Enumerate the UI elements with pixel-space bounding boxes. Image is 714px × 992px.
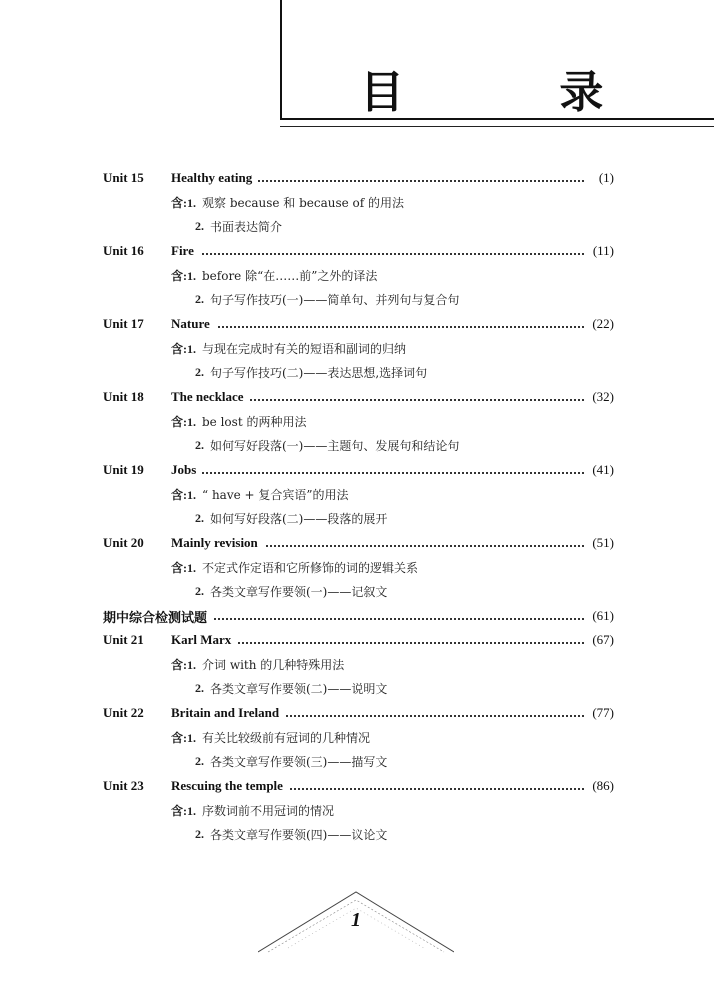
subitem-text: 书面表达简介 — [210, 220, 283, 235]
toc-subitem — [103, 750, 614, 775]
page-ref: (77) — [592, 705, 614, 720]
unit-title: Jobs — [171, 462, 202, 478]
toc-subitem — [103, 507, 614, 532]
unit-title: Karl Marx — [171, 632, 237, 648]
subitem-text: 序数词前不用冠词的情况 — [202, 803, 335, 818]
midterm-page: (61) — [592, 608, 614, 623]
toc-entry[interactable] — [103, 774, 614, 798]
toc-subitem — [103, 409, 614, 434]
toc-subitem — [103, 652, 614, 677]
unit-number: Unit 22 — [103, 705, 144, 720]
toc-entry[interactable] — [103, 385, 614, 409]
toc-entry-midterm[interactable] — [103, 604, 614, 628]
toc-subitem — [103, 725, 614, 750]
subitem-text: 各类文章写作要领(一)——记叙文 — [210, 585, 388, 600]
subitem-text: 介词 with 的几种特殊用法 — [202, 657, 345, 672]
toc-entry[interactable] — [103, 628, 614, 652]
subitem-number: 2. — [195, 754, 204, 769]
subitem-text: 句子写作技巧(二)——表达思想,选择词句 — [210, 366, 428, 381]
subitem-number: 2. — [195, 584, 204, 599]
page-ref: (32) — [592, 389, 614, 404]
page-ref: (1) — [598, 170, 614, 185]
toc-entry[interactable] — [103, 701, 614, 725]
subitem-text: 句子写作技巧(一)——简单句、并列句与复合句 — [210, 293, 460, 308]
page-ref: (41) — [592, 462, 614, 477]
subitem-text: 如何写好段落(一)——主题句、发展句和结论句 — [210, 439, 460, 454]
toc-subitem — [103, 190, 614, 215]
toc-group-2 — [103, 628, 614, 847]
toc-subitem — [103, 288, 614, 313]
page-ref: (11) — [592, 243, 614, 258]
page-ref: (86) — [592, 778, 614, 793]
subitem-text: be lost 的两种用法 — [202, 414, 307, 429]
toc-entry[interactable] — [103, 458, 614, 482]
subitem-number: 含:1. — [171, 195, 196, 210]
subitem-number: 2. — [195, 511, 204, 526]
subitem-text: before 除“在……前”之外的译法 — [202, 268, 378, 283]
unit-number: Unit 18 — [103, 389, 144, 404]
toc-subitem — [103, 263, 614, 288]
toc-subitem — [103, 336, 614, 361]
subitem-text: 各类文章写作要领(二)——说明文 — [210, 682, 388, 697]
toc-subitem — [103, 580, 614, 605]
page-ref: (67) — [592, 632, 614, 647]
subitem-number: 含:1. — [171, 803, 196, 818]
midterm-title: 期中综合检测试题 — [103, 607, 213, 626]
unit-title: Nature — [171, 316, 216, 332]
toc-subitem — [103, 677, 614, 702]
unit-title: Britain and Ireland — [171, 705, 285, 721]
toc-group-1 — [103, 166, 614, 604]
subitem-number: 含:1. — [171, 560, 196, 575]
subitem-text: 各类文章写作要领(四)——议论文 — [210, 828, 388, 843]
subitem-number: 2. — [195, 292, 204, 307]
subitem-text: 如何写好段落(二)——段落的展开 — [210, 512, 388, 527]
unit-title: Mainly revision — [171, 535, 264, 551]
subitem-number: 2. — [195, 681, 204, 696]
unit-title: Rescuing the temple — [171, 778, 289, 794]
toc-entry[interactable] — [103, 312, 614, 336]
subitem-text: 不定式作定语和它所修饰的词的逻辑关系 — [202, 560, 419, 575]
subitem-number: 2. — [195, 365, 204, 380]
subitem-number: 含:1. — [171, 730, 196, 745]
subitem-number: 2. — [195, 219, 204, 234]
unit-number: Unit 16 — [103, 243, 144, 258]
page-ref: (22) — [592, 316, 614, 331]
page-number: 1 — [351, 909, 361, 931]
subitem-text: “ have + 复合宾语”的用法 — [202, 487, 349, 502]
subitem-text: 各类文章写作要领(三)——描写文 — [210, 755, 388, 770]
unit-number: Unit 15 — [103, 170, 144, 185]
toc-subitem — [103, 823, 614, 848]
unit-title: The necklace — [171, 389, 250, 405]
subitem-number: 含:1. — [171, 341, 196, 356]
subitem-number: 含:1. — [171, 657, 196, 672]
header-rule — [280, 126, 714, 127]
unit-title: Healthy eating — [171, 170, 258, 186]
page-number-ornament — [258, 886, 454, 956]
toc-entry[interactable] — [103, 239, 614, 263]
subitem-number: 2. — [195, 438, 204, 453]
toc-subitem — [103, 361, 614, 386]
dot-leader — [171, 326, 584, 328]
toc-subitem — [103, 215, 614, 240]
dot-leader — [171, 253, 584, 255]
unit-number: Unit 23 — [103, 778, 144, 793]
toc-subitem — [103, 555, 614, 580]
unit-title: Fire — [171, 243, 200, 259]
toc-subitem — [103, 798, 614, 823]
table-of-contents — [103, 166, 614, 847]
unit-number: Unit 17 — [103, 316, 144, 331]
unit-number: Unit 20 — [103, 535, 144, 550]
page-title: 目 录 — [360, 67, 674, 118]
unit-number: Unit 19 — [103, 462, 144, 477]
subitem-text: 观察 because 和 because of 的用法 — [202, 195, 405, 210]
unit-number: Unit 21 — [103, 632, 144, 647]
toc-entry[interactable] — [103, 531, 614, 555]
dot-leader — [171, 472, 584, 474]
subitem-number: 含:1. — [171, 487, 196, 502]
toc-subitem — [103, 482, 614, 507]
subitem-text: 与现在完成时有关的短语和副词的归纳 — [202, 341, 407, 356]
toc-subitem — [103, 434, 614, 459]
subitem-number: 含:1. — [171, 414, 196, 429]
page-ref: (51) — [592, 535, 614, 550]
subitem-text: 有关比较级前有冠词的几种情况 — [202, 730, 371, 745]
toc-entry[interactable] — [103, 166, 614, 190]
subitem-number: 含:1. — [171, 268, 196, 283]
subitem-number: 2. — [195, 827, 204, 842]
